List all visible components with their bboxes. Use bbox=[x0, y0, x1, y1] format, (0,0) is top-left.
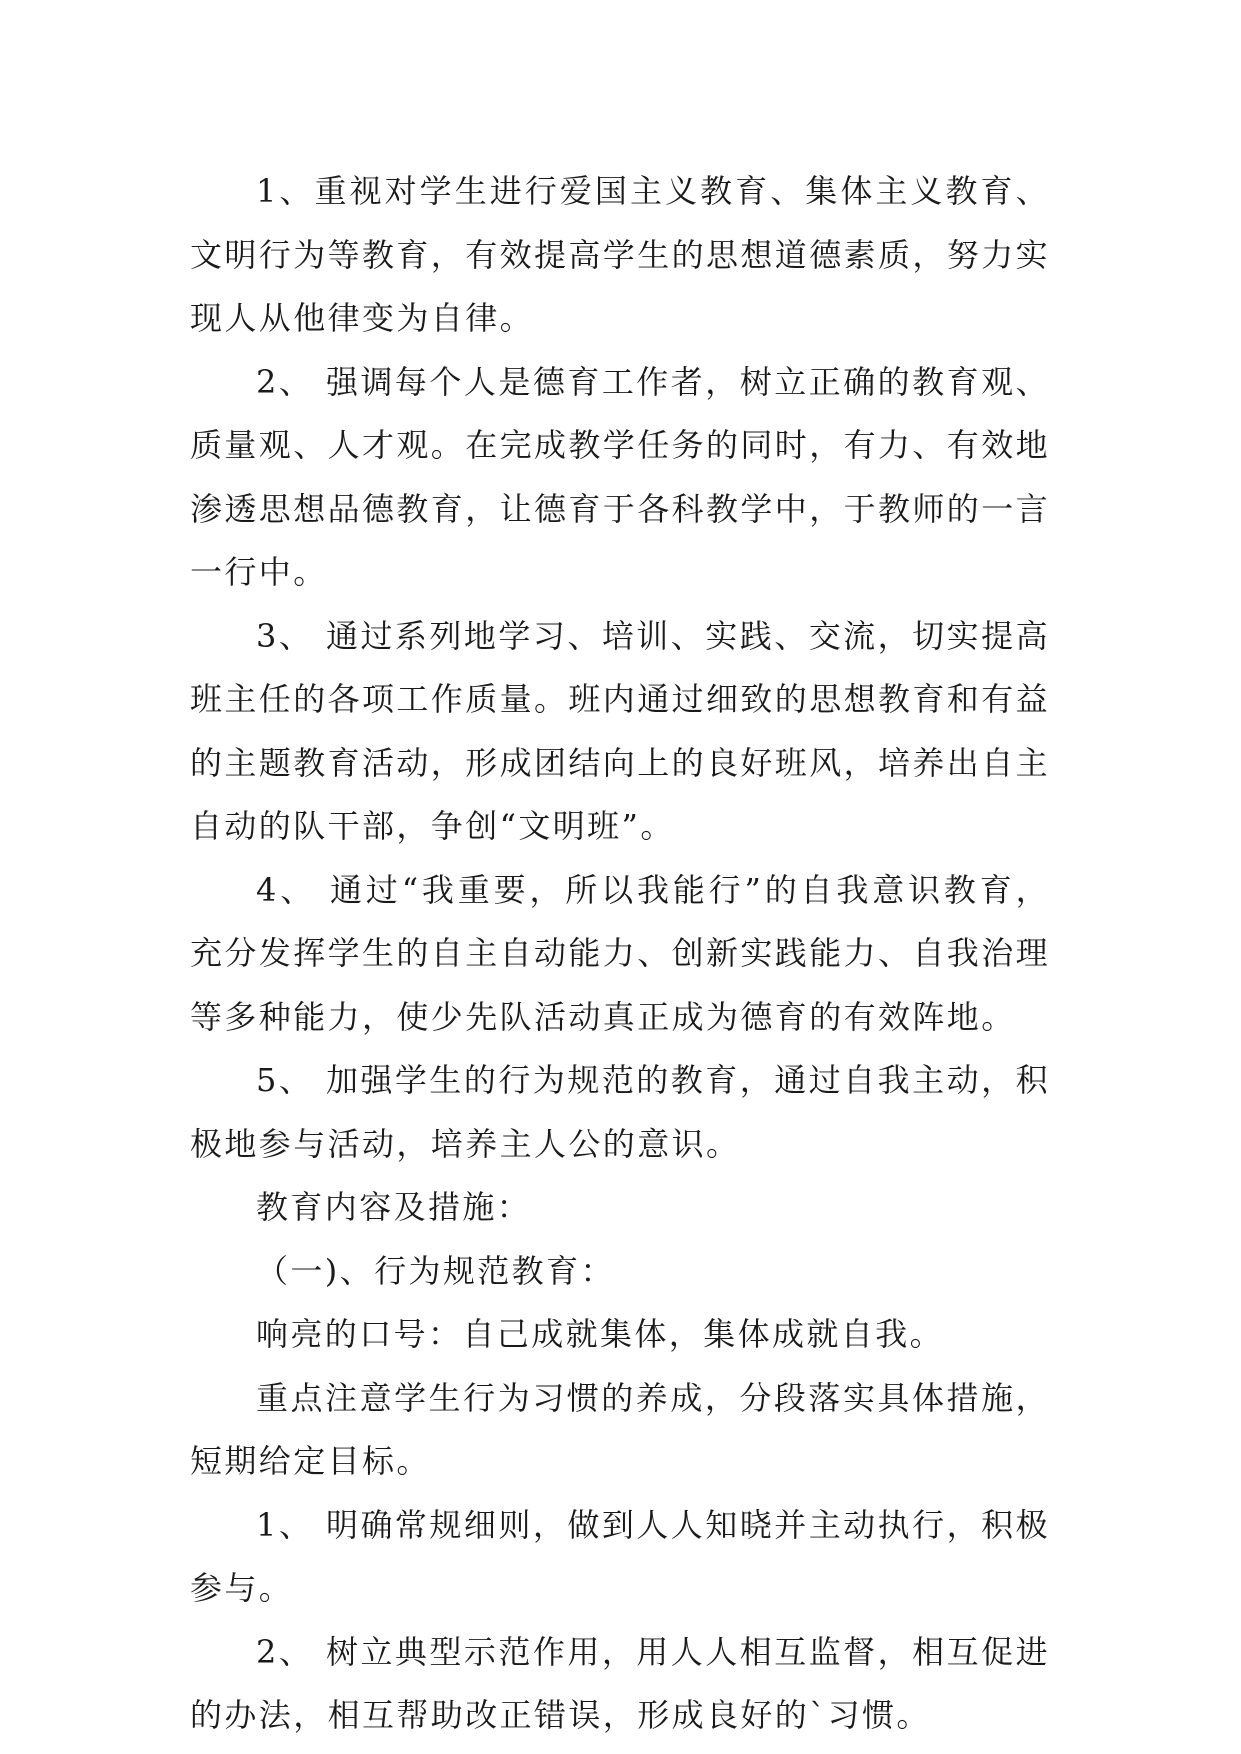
measure-item-1: 1、 明确常规细则，做到人人知晓并主动执行，积极参与。 bbox=[190, 1505, 1050, 1607]
focus-paragraph: 重点注意学生行为习惯的养成，分段落实具体措施，短期给定目标。 bbox=[190, 1378, 1050, 1480]
subsection-heading: （一)、行为规范教育： bbox=[256, 1251, 615, 1290]
paragraph-item-4: 4、 通过“我重要，所以我能行”的自我意识教育，充分发挥学生的自主自动能力、创新实践能力、自我治理等多种能力，使少先队活动真正成为德育的有效阵地。 bbox=[190, 870, 1051, 1036]
section-heading: 教育内容及措施： bbox=[256, 1188, 532, 1226]
measure-item-2: 2、 树立典型示范作用，用人人相互监督，相互促进的办法，相互帮助改正错误，形成良好的`习惯。 bbox=[190, 1632, 1050, 1734]
document-body bbox=[190, 160, 1050, 1748]
paragraph-item-2: 2、 强调每个人是德育工作者，树立正确的教育观、质量观、人才观。在完成教学任务的同时，有力、有效地渗透思想品德教育，让德育于各科教学中，于教师的一言一行中。 bbox=[190, 362, 1051, 591]
paragraph-item-1: 1、重视对学生进行爱国主义教育、集体主义教育、文明行为等教育，有效提高学生的思想道德素质，努力实现人从他律变为自律。 bbox=[190, 172, 1051, 337]
paragraph-item-3: 3、 通过系列地学习、培训、实践、交流，切实提高班主任的各项工作质量。班内通过细致的思想教育和有益的主题教育活动，形成团结向上的良好班风，培养出自主自动的队干部，争创“文明班”。 bbox=[190, 616, 1051, 845]
slogan-paragraph: 响亮的口号：自己成就集体，集体成就自我。 bbox=[256, 1315, 945, 1353]
paragraph-item-5: 5、 加强学生的行为规范的教育，通过自我主动，积极地参与活动，培养主人公的意识。 bbox=[190, 1061, 1050, 1163]
